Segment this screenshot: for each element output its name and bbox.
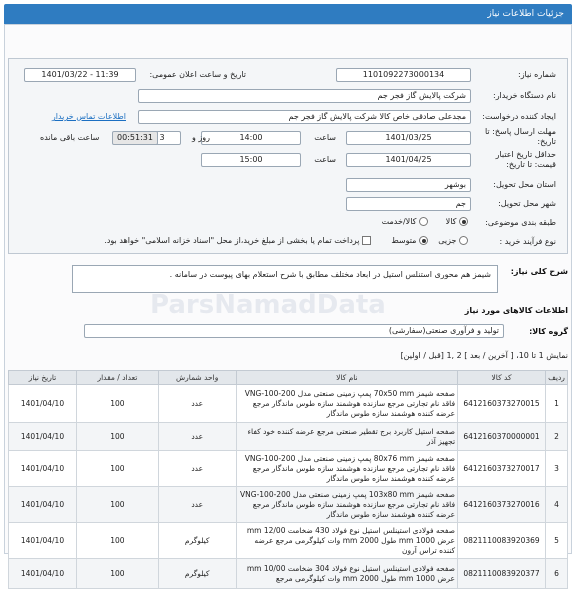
need-number-label: شماره نیاز: <box>518 70 556 79</box>
description-box <box>72 265 498 293</box>
deadline-time-field: 14:00 <box>201 131 301 145</box>
description-label: شرح کلی نیاز: <box>510 267 568 276</box>
need-number-field: 1101092273000134 <box>336 68 471 82</box>
announce-label: تاریخ و ساعت اعلان عمومی: <box>149 70 246 79</box>
creator-field: مجدعلی صادقی خاص کالا شرکت پالایش گاز فجر جم <box>138 110 471 124</box>
province-field: بوشهر <box>346 178 471 192</box>
description-text: شیمز هم محوری استنلس استیل در ابعاد مختلف مطابق با شرح استعلام بهای پیوست در سامانه . <box>169 270 491 279</box>
category-goods-service-option[interactable]: کالا/خدمت <box>382 217 428 226</box>
remaining-timer: 00:51:31 <box>112 131 158 145</box>
process-partial-option[interactable]: جزیی <box>438 236 468 245</box>
table-row: 6 0821110083920377 صفحه فولادی استینلس استیل نوع فولاد 304 ضخامت 10/00 mm عرض 1000 mm طول 2000 mm وات کیلوگرمی مرجع کیلوگرم 100 1401/04/10 <box>9 559 568 589</box>
days-label: روز و <box>192 133 210 142</box>
category-goods-option[interactable]: کالا <box>446 217 468 226</box>
process-medium-option[interactable]: متوسط <box>391 236 428 245</box>
table-row: 1 6412160373270015 صفحه شیمز 70x50 mm پمپ زمینی صنعتی مدل VNG-100-200 فاقد نام تجارتی مرجع سازنده هوشمند سازه طوس ماندگار مرجع عرضه کننده هوشمند سازه طوس ماندگار عدد 100 1401/04/10 <box>9 385 568 423</box>
city-label: شهر محل تحویل: <box>498 199 556 208</box>
page-title: جزئیات اطلاعات نیاز <box>487 9 564 19</box>
validity-label: حداقل تاریخ اعتبار قیمت: تا تاریخ: <box>495 150 556 169</box>
pagination[interactable]: نمایش 1 تا 10، [ آخرین / بعد ] 2 ,1 [قبل / اولین] <box>400 351 568 360</box>
province-label: استان محل تحویل: <box>493 180 556 189</box>
deadline-time-label: ساعت <box>314 133 336 142</box>
validity-time-field: 15:00 <box>201 153 301 167</box>
announce-field: 1401/03/22 - 11:39 <box>24 68 136 82</box>
col-qty: تعداد / مقدار <box>76 371 158 385</box>
category-goods-service-radio[interactable] <box>419 217 428 226</box>
category-label: طبقه بندی موضوعی: <box>485 218 556 227</box>
validity-time-label: ساعت <box>314 155 336 164</box>
col-date: تاریخ نیاز <box>9 371 77 385</box>
deadline-date-field: 1401/03/25 <box>346 131 471 145</box>
page-header <box>4 4 572 24</box>
process-label: نوع فرآیند خرید : <box>499 237 556 246</box>
payment-option[interactable] <box>104 236 371 245</box>
remaining-label: ساعت باقی مانده <box>40 133 100 142</box>
buyer-field: شرکت پالایش گاز فجر جم <box>138 89 471 103</box>
payment-note: پرداخت تمام یا بخشی از مبلغ خرید،از محل "اسناد خزانه اسلامی" خواهد بود. <box>104 236 360 245</box>
table-row: 4 6412160373270016 صفحه شیمز 103x80 mm پمپ زمینی صنعتی مدل VNG-100-200 فاقد نام تجارتی مرجع سازنده هوشمند سازه طوس ماندگار مرجع عرضه کننده هوشمند سازه طوس ماندگار عدد 100 1401/04/10 <box>9 487 568 523</box>
col-unit: واحد شمارش <box>158 371 236 385</box>
process-medium-radio[interactable] <box>419 236 428 245</box>
table-row: 5 0821110083920369 صفحه فولادی استینلس استیل نوع فولاد 430 ضخامت 12/00 mm عرض 1000 mm طول 2000 mm وات کیلوگرمی مرجع عرضه کننده تراس آرون کیلوگرم 100 1401/04/10 <box>9 523 568 559</box>
goods-table-header <box>9 371 568 385</box>
days-field: 3 <box>143 131 181 145</box>
category-goods-radio[interactable] <box>459 217 468 226</box>
table-row: 2 6412160370000001 صفحه استیل کاربرد برج تقطیر صنعتی مرجع عرضه کننده خود کفاء تجهیز آذر عدد 100 1401/04/10 <box>9 423 568 451</box>
goods-table <box>8 370 568 589</box>
payment-checkbox[interactable] <box>362 236 371 245</box>
table-row: 3 6412160373270017 صفحه شیمز 80x76 mm پمپ زمینی صنعتی مدل VNG-100-200 فاقد نام تجارتی مرجع سازنده هوشمند سازه طوس ماندگار مرجع عرضه کننده هوشمند سازه طوس ماندگار عدد 100 1401/04/10 <box>9 451 568 487</box>
validity-date-field: 1401/04/25 <box>346 153 471 167</box>
buyer-contact-link[interactable]: اطلاعات تماس خریدار <box>51 112 126 121</box>
creator-label: ایجاد کننده درخواست: <box>482 112 556 121</box>
col-row: ردیف <box>546 371 568 385</box>
goods-group-label: گروه کالا: <box>529 327 568 336</box>
deadline-label: مهلت ارسال پاسخ: تا تاریخ: <box>484 127 556 146</box>
city-field: جم <box>346 197 471 211</box>
col-name: نام کالا <box>236 371 457 385</box>
watermark: ParsNamadData <box>150 290 386 320</box>
goods-section-title: اطلاعات کالاهای مورد نیاز <box>464 306 568 315</box>
buyer-label: نام دستگاه خریدار: <box>493 91 556 100</box>
col-code: کد کالا <box>458 371 546 385</box>
goods-group-field: تولید و فرآوری صنعتی(سفارشی) <box>84 324 504 338</box>
process-partial-radio[interactable] <box>459 236 468 245</box>
